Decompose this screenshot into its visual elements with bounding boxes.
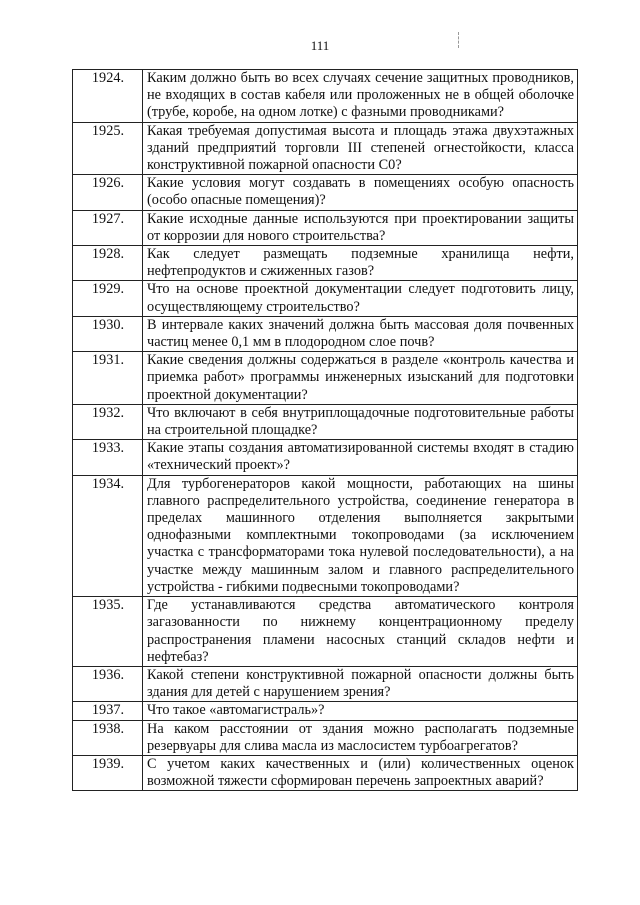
question-number: 1933. bbox=[73, 440, 143, 475]
question-number: 1931. bbox=[73, 352, 143, 405]
question-number: 1928. bbox=[73, 246, 143, 281]
table-row bbox=[73, 175, 578, 210]
table-row bbox=[73, 475, 578, 596]
question-number: 1929. bbox=[73, 281, 143, 316]
table-row bbox=[73, 246, 578, 281]
question-text: Какой степени конструктивной пожарной опасности должны быть здания для детей с нарушением зрения? bbox=[143, 666, 578, 701]
question-text: Каким должно быть во всех случаях сечение защитных проводников, не входящих в состав кабеля или проложенных не в общей оболочке (трубе, коробе, на одном лотке) с фазными проводниками? bbox=[143, 70, 578, 123]
question-text: Что включают в себя внутриплощадочные подготовительные работы на строительной площадке? bbox=[143, 404, 578, 439]
table-row bbox=[73, 122, 578, 175]
question-text: Какие сведения должны содержаться в разделе «контроль качества и приемка работ» программы инженерных изысканий для подготовки проектной документации? bbox=[143, 352, 578, 405]
questions-table bbox=[72, 69, 578, 791]
question-text: Что такое «автомагистраль»? bbox=[143, 702, 578, 720]
question-text: В интервале каких значений должна быть массовая доля почвенных частиц менее 0,1 мм в плодородном слое почв? bbox=[143, 316, 578, 351]
question-number: 1926. bbox=[73, 175, 143, 210]
page-number: 111 bbox=[310, 38, 330, 53]
table-row bbox=[73, 666, 578, 701]
question-text: Какая требуемая допустимая высота и площадь этажа двухэтажных зданий предприятий торговли III степеней огнестойкости, класса конструктивной пожарной опасности С0? bbox=[143, 122, 578, 175]
table-row bbox=[73, 702, 578, 720]
question-number: 1934. bbox=[73, 475, 143, 596]
table-row bbox=[73, 720, 578, 755]
table-row bbox=[73, 404, 578, 439]
question-text: Как следует размещать подземные хранилища нефти, нефтепродуктов и сжиженных газов? bbox=[143, 246, 578, 281]
question-number: 1935. bbox=[73, 597, 143, 667]
table-row bbox=[73, 755, 578, 790]
question-text: Какие исходные данные используются при проектировании защиты от коррозии для нового строительства? bbox=[143, 210, 578, 245]
question-number: 1936. bbox=[73, 666, 143, 701]
table-row bbox=[73, 281, 578, 316]
table-row bbox=[73, 352, 578, 405]
question-number: 1937. bbox=[73, 702, 143, 720]
table-row bbox=[73, 70, 578, 123]
question-text: Что на основе проектной документации следует подготовить лицу, осуществляющему строительство? bbox=[143, 281, 578, 316]
table-row bbox=[73, 210, 578, 245]
question-number: 1939. bbox=[73, 755, 143, 790]
question-number: 1924. bbox=[73, 70, 143, 123]
scan-mark bbox=[458, 32, 460, 48]
question-text: Какие условия могут создавать в помещениях особую опасность (особо опасные помещения)? bbox=[143, 175, 578, 210]
question-text: На каком расстоянии от здания можно располагать подземные резервуары для слива масла из маслосистем турбоагрегатов? bbox=[143, 720, 578, 755]
question-text: С учетом каких качественных и (или) количественных оценок возможной тяжести сформирован перечень запроектных аварий? bbox=[143, 755, 578, 790]
question-text: Где устанавливаются средства автоматического контроля загазованности по нижнему концентрационному пределу распространения пламени насосных станций складов нефти и нефтебаз? bbox=[143, 597, 578, 667]
question-number: 1925. bbox=[73, 122, 143, 175]
question-text: Какие этапы создания автоматизированной системы входят в стадию «технический проект»? bbox=[143, 440, 578, 475]
table-row bbox=[73, 316, 578, 351]
question-text: Для турбогенераторов какой мощности, работающих на шины главного распределительного устройства, соединение генератора в пределах машинного отделения выполняется закрытыми однофазными комплектными токопроводами (за исключением участка с трансформаторами тока нулевой последовательности), а на участке между машинным залом и главного распределительного устройства - гибкими подвесными токопроводами? bbox=[143, 475, 578, 596]
question-number: 1927. bbox=[73, 210, 143, 245]
question-number: 1932. bbox=[73, 404, 143, 439]
table-row bbox=[73, 440, 578, 475]
question-number: 1938. bbox=[73, 720, 143, 755]
question-number: 1930. bbox=[73, 316, 143, 351]
table-row bbox=[73, 597, 578, 667]
